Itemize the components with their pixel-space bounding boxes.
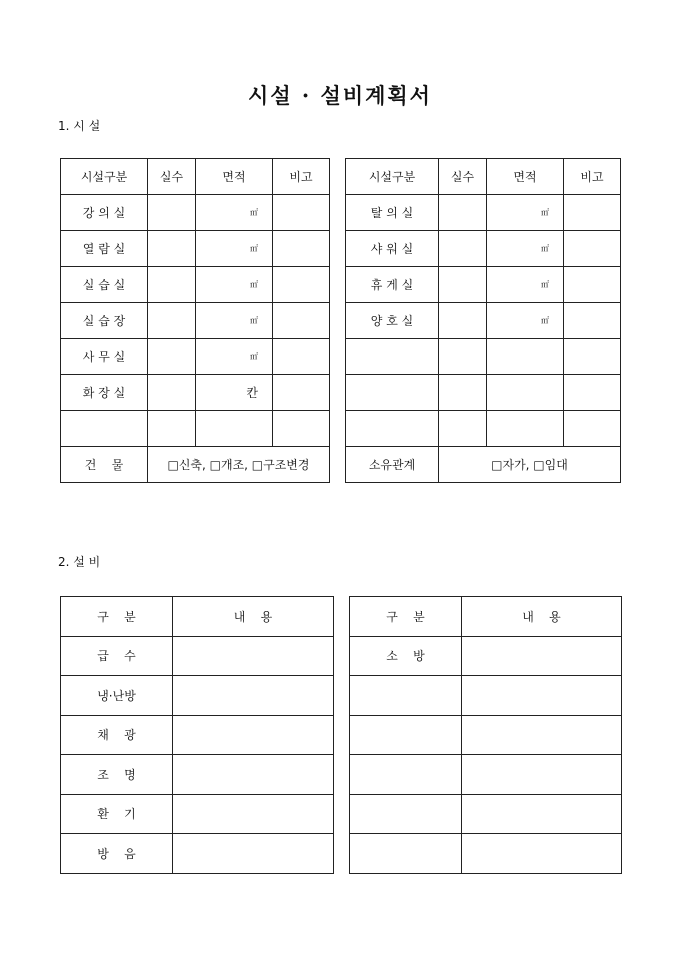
table-gap [330,159,346,195]
content-field[interactable] [173,755,334,795]
content-field[interactable] [173,676,334,716]
stall-count-field[interactable]: 칸 [196,375,273,411]
table-row [61,267,621,303]
room-count-field[interactable] [439,411,487,447]
remarks-field[interactable] [564,303,621,339]
table-row [61,636,622,676]
room-count-field[interactable] [148,303,196,339]
header-category: 구 분 [350,597,462,637]
content-field[interactable] [462,676,622,716]
table-row [61,676,622,716]
header-area: 면적 [196,159,273,195]
category-field[interactable] [350,834,462,874]
table-row [61,231,621,267]
remarks-field[interactable] [564,267,621,303]
section-1-heading: 1. 시 설 [58,119,101,133]
area-field[interactable] [487,339,564,375]
table-row [61,715,622,755]
area-field[interactable]: ㎡ [196,339,273,375]
table-row [61,375,621,411]
document-title: 시설 · 설비계획서 [248,83,432,108]
facility-name: 탈 의 실 [346,195,439,231]
room-count-field[interactable] [148,339,196,375]
equipment-category: 방 음 [61,834,173,874]
facility-table [60,158,621,483]
area-field[interactable]: ㎡ [487,303,564,339]
header-remarks: 비고 [564,159,621,195]
table-row [61,411,621,447]
equipment-table [60,596,622,874]
content-field[interactable] [173,834,334,874]
room-count-field[interactable] [148,411,196,447]
remarks-field[interactable] [273,339,330,375]
header-remarks: 비고 [273,159,330,195]
header-room-count: 실수 [148,159,196,195]
header-content: 내 용 [462,597,622,637]
room-count-field[interactable] [439,303,487,339]
area-field[interactable]: ㎡ [487,231,564,267]
header-room-count: 실수 [439,159,487,195]
ownership-options[interactable]: □자가, □임대 [439,447,621,483]
category-field[interactable] [350,794,462,834]
area-field[interactable] [196,411,273,447]
remarks-field[interactable] [273,303,330,339]
facility-name-field[interactable] [346,375,439,411]
equipment-category: 채 광 [61,715,173,755]
header-area: 면적 [487,159,564,195]
facility-header-row [61,159,621,195]
area-field[interactable] [487,375,564,411]
facility-name: 휴 게 실 [346,267,439,303]
remarks-field[interactable] [273,411,330,447]
content-field[interactable] [462,715,622,755]
content-field[interactable] [173,636,334,676]
facility-name: 양 호 실 [346,303,439,339]
equipment-header-row [61,597,622,637]
category-field[interactable] [350,676,462,716]
facility-name: 실 습 장 [61,303,148,339]
header-facility-type: 시설구분 [61,159,148,195]
room-count-field[interactable] [439,339,487,375]
facility-name: 샤 워 실 [346,231,439,267]
room-count-field[interactable] [439,195,487,231]
header-category: 구 분 [61,597,173,637]
content-field[interactable] [173,794,334,834]
facility-name: 화 장 실 [61,375,148,411]
area-field[interactable]: ㎡ [196,231,273,267]
content-field[interactable] [462,755,622,795]
facility-name: 강 의 실 [61,195,148,231]
facility-name-field[interactable] [346,339,439,375]
remarks-field[interactable] [564,375,621,411]
content-field[interactable] [173,715,334,755]
category-field[interactable] [350,755,462,795]
table-row [61,794,622,834]
facility-name-field[interactable] [346,411,439,447]
content-field[interactable] [462,794,622,834]
content-field[interactable] [462,834,622,874]
facility-name: 사 무 실 [61,339,148,375]
table-row [61,339,621,375]
table-row [61,195,621,231]
ownership-label: 소유관계 [346,447,439,483]
remarks-field[interactable] [564,195,621,231]
equipment-category: 급 수 [61,636,173,676]
table-row [61,303,621,339]
room-count-field[interactable] [439,375,487,411]
building-options[interactable]: □신축, □개조, □구조변경 [148,447,330,483]
table-row [61,755,622,795]
content-field[interactable] [462,636,622,676]
remarks-field[interactable] [564,411,621,447]
remarks-field[interactable] [273,375,330,411]
building-row [61,447,621,483]
room-count-field[interactable] [439,231,487,267]
area-field[interactable]: ㎡ [196,267,273,303]
remarks-field[interactable] [273,195,330,231]
facility-name: 실 습 실 [61,267,148,303]
room-count-field[interactable] [148,267,196,303]
building-label: 건 물 [61,447,148,483]
facility-name-field[interactable] [61,411,148,447]
remarks-field[interactable] [564,339,621,375]
category-field[interactable] [350,715,462,755]
table-row [61,834,622,874]
room-count-field[interactable] [148,375,196,411]
facility-name: 열 람 실 [61,231,148,267]
equipment-category: 환 기 [61,794,173,834]
room-count-field[interactable] [148,195,196,231]
room-count-field[interactable] [148,231,196,267]
equipment-category: 냉·난방 [61,676,173,716]
remarks-field[interactable] [273,231,330,267]
header-facility-type: 시설구분 [346,159,439,195]
remarks-field[interactable] [273,267,330,303]
remarks-field[interactable] [564,231,621,267]
area-field[interactable]: ㎡ [487,267,564,303]
room-count-field[interactable] [439,267,487,303]
header-content: 내 용 [173,597,334,637]
section-2-heading: 2. 설 비 [58,555,101,569]
area-field[interactable]: ㎡ [196,195,273,231]
area-field[interactable]: ㎡ [487,195,564,231]
equipment-category: 소 방 [350,636,462,676]
equipment-category: 조 명 [61,755,173,795]
area-field[interactable]: ㎡ [196,303,273,339]
area-field[interactable] [487,411,564,447]
